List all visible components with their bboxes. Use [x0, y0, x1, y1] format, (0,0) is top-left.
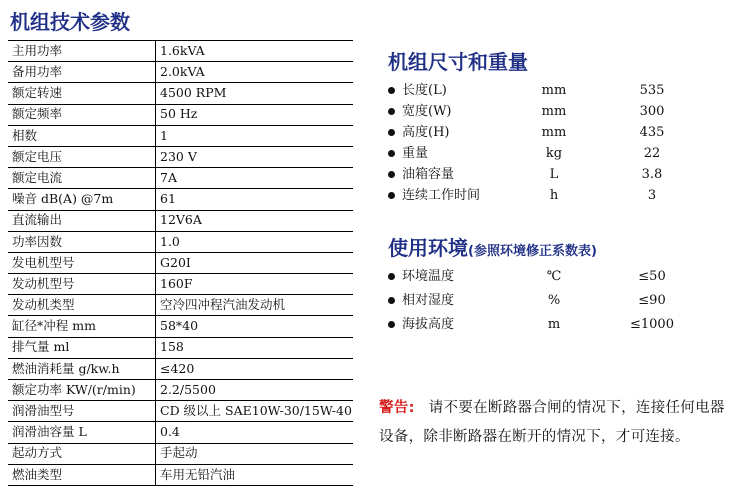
spec-value: 160F [156, 274, 354, 295]
spec-label: 额定频率 [8, 104, 156, 125]
item-value: ≤50 [638, 269, 666, 284]
spec-value: 158 [156, 337, 354, 358]
spec-label: 额定电压 [8, 146, 156, 167]
item-unit: L [549, 167, 559, 182]
spec-label: 直流输出 [8, 210, 156, 231]
spec-label: 相数 [8, 125, 156, 146]
spec-row [8, 231, 353, 252]
bullet-icon [388, 108, 395, 115]
specs-table [8, 40, 353, 486]
item-value: ≤90 [638, 293, 666, 308]
spec-row [8, 168, 353, 189]
bullet-icon [388, 87, 395, 94]
spec-row [8, 401, 353, 422]
item-value: 22 [643, 146, 661, 161]
spec-value: 1 [156, 125, 354, 146]
item-name: 环境温度 [402, 269, 455, 284]
spec-value: 61 [156, 189, 354, 210]
spec-row [8, 316, 353, 337]
item-value: 535 [639, 83, 665, 98]
item-unit: mm [541, 125, 567, 140]
bullet-icon [388, 297, 395, 304]
spec-label: 功率因数 [8, 231, 156, 252]
spec-label: 备用功率 [8, 62, 156, 83]
spec-value: 50 Hz [156, 104, 354, 125]
spec-row [8, 125, 353, 146]
spec-label: 燃油类型 [8, 464, 156, 485]
spec-value: 手起动 [156, 443, 354, 464]
item-name: 重量 [402, 146, 429, 161]
spec-value: 空冷四冲程汽油发动机 [156, 295, 354, 316]
env-list [386, 265, 706, 337]
bullet-icon [388, 150, 395, 157]
spec-row [8, 464, 353, 485]
spec-value: G20I [156, 252, 354, 273]
item-value: 3.8 [641, 167, 663, 182]
dims-title: 机组尺寸和重量 [388, 50, 528, 74]
spec-label: 缸径*冲程 mm [8, 316, 156, 337]
spec-value: 1.0 [156, 231, 354, 252]
spec-row [8, 210, 353, 231]
spec-row [8, 83, 353, 104]
spec-row [8, 252, 353, 273]
spec-value: CD 级以上 SAE10W-30/15W-40 [156, 401, 354, 422]
item-value: 435 [639, 125, 665, 140]
env-title-main: 使用环境 [388, 236, 468, 260]
warning-text: 请不要在断路器合闸的情况下，连接任何电器设备，除非断路器在断开的情况下，才可连接。 [379, 400, 725, 445]
spec-label: 润滑油容量 L [8, 422, 156, 443]
list-item [386, 185, 706, 206]
spec-value: 4500 RPM [156, 83, 354, 104]
spec-value: ≤420 [156, 358, 354, 379]
spec-label: 燃油消耗量 g/kw.h [8, 358, 156, 379]
item-unit: h [549, 188, 559, 203]
item-unit: mm [541, 104, 567, 119]
list-item [386, 313, 706, 337]
bullet-icon [388, 192, 395, 199]
spec-label: 额定转速 [8, 83, 156, 104]
spec-value: 58*40 [156, 316, 354, 337]
item-name: 高度(H) [402, 125, 450, 140]
spec-label: 额定功率 KW/(r/min) [8, 380, 156, 401]
spec-row [8, 358, 353, 379]
spec-row [8, 295, 353, 316]
item-value: 300 [639, 104, 665, 119]
item-unit: m [547, 317, 561, 332]
list-item [386, 289, 706, 313]
spec-row [8, 380, 353, 401]
env-title-note: (参照环境修正系数表) [468, 244, 597, 259]
spec-label: 噪音 dB(A) @7m [8, 189, 156, 210]
bullet-icon [388, 171, 395, 178]
spec-value: 1.6kVA [156, 41, 354, 62]
spec-value: 2.2/5500 [156, 380, 354, 401]
spec-label: 额定电流 [8, 168, 156, 189]
list-item [386, 143, 706, 164]
spec-value: 230 V [156, 146, 354, 167]
list-item [386, 80, 706, 101]
spec-value: 车用无铅汽油 [156, 464, 354, 485]
spec-label: 排气量 ml [8, 337, 156, 358]
spec-value: 12V6A [156, 210, 354, 231]
spec-label: 发动机类型 [8, 295, 156, 316]
item-unit: ℃ [546, 269, 562, 284]
item-value: 3 [647, 188, 657, 203]
item-name: 油箱容量 [402, 167, 455, 182]
item-unit: % [547, 293, 561, 308]
spec-row [8, 62, 353, 83]
spec-row [8, 104, 353, 125]
warning-label: 警告: [379, 400, 415, 416]
spec-label: 润滑油型号 [8, 401, 156, 422]
spec-row [8, 337, 353, 358]
list-item [386, 101, 706, 122]
spec-label: 发动机型号 [8, 274, 156, 295]
spec-row [8, 189, 353, 210]
item-name: 海拔高度 [402, 317, 455, 332]
spec-label: 发电机型号 [8, 252, 156, 273]
spec-label: 主用功率 [8, 41, 156, 62]
item-value: ≤1000 [630, 317, 674, 332]
spec-label: 起动方式 [8, 443, 156, 464]
dims-list [386, 80, 706, 206]
specs-title: 机组技术参数 [10, 10, 130, 34]
spec-row [8, 274, 353, 295]
item-name: 相对湿度 [402, 293, 455, 308]
list-item [386, 122, 706, 143]
item-unit: mm [541, 83, 567, 98]
spec-value: 2.0kVA [156, 62, 354, 83]
spec-row [8, 422, 353, 443]
spec-value: 7A [156, 168, 354, 189]
item-name: 宽度(W) [402, 104, 452, 119]
item-name: 连续工作时间 [402, 188, 481, 203]
item-name: 长度(L) [402, 83, 447, 98]
spec-row [8, 146, 353, 167]
list-item [386, 164, 706, 185]
spec-row [8, 443, 353, 464]
spec-value: 0.4 [156, 422, 354, 443]
bullet-icon [388, 129, 395, 136]
bullet-icon [388, 273, 395, 280]
list-item [386, 265, 706, 289]
warning-note [379, 394, 734, 452]
env-title [388, 232, 597, 261]
item-unit: kg [545, 146, 563, 161]
spec-row [8, 41, 353, 62]
bullet-icon [388, 321, 395, 328]
